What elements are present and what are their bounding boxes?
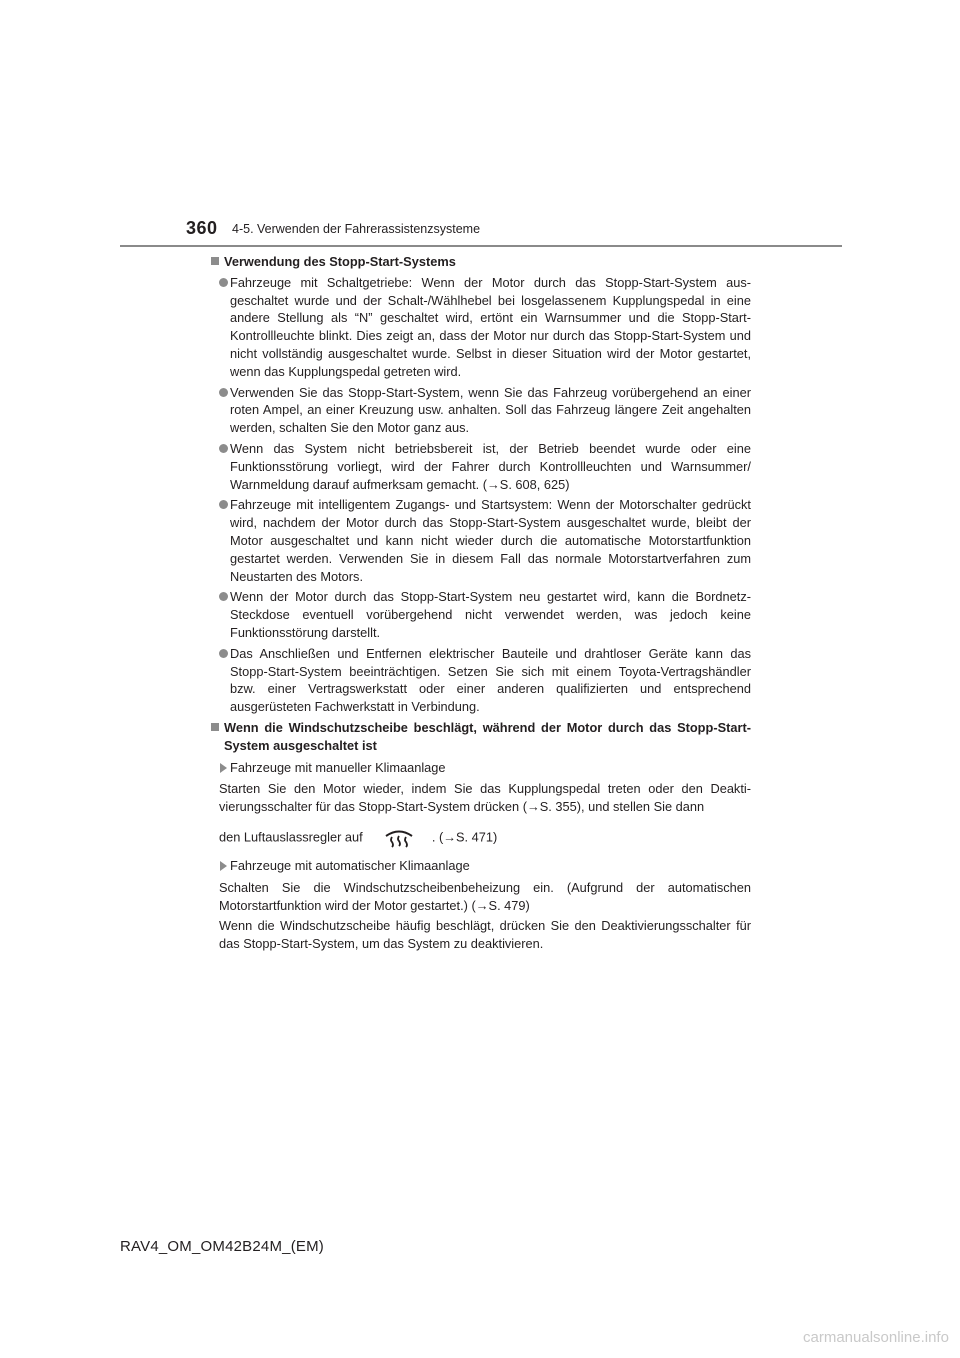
section-heading-windshield-fog: [211, 719, 751, 755]
bullet-item: [211, 645, 751, 716]
bullet-text: Verwenden Sie das Stopp-Start-System, wenn Sie das Fahrzeug vorübergehend an einer roten Ampel, an einer Kreuzung usw. anhalten. Soll das Fahrzeug längere Zeit angehalten werden, schalten Sie den Motor ganz aus.: [230, 384, 751, 436]
triangle-right-icon: [220, 861, 227, 871]
bullet-item: [211, 588, 751, 641]
paragraph-manual-ac: Starten Sie den Motor wieder, indem Sie das Kupplungspedal treten oder den Deaktivierungsschalter für das Stopp-Start-System drücken (→S. 355), und stellen Sie dann: [219, 781, 751, 815]
circle-bullet-icon: [219, 278, 228, 287]
circle-bullet-icon: [219, 444, 228, 453]
paragraph-manual-ac-defrost: [211, 827, 751, 849]
bullet-item: [211, 274, 751, 381]
defrost-text-before: den Luftauslassregler auf: [219, 829, 363, 845]
chapter-title: 4-5. Verwenden der Fahrerassistenzsysteme: [232, 222, 481, 236]
square-bullet-icon: [211, 723, 219, 731]
section-heading-text: Wenn die Windschutzscheibe beschlägt, während der Motor durch das Stopp-Start-System ausgeschaltet ist: [224, 719, 751, 753]
page-number: 360: [186, 218, 218, 238]
sub-heading-auto-ac: [211, 857, 751, 875]
section-heading-text: Verwendung des Stopp-Start-Systems: [224, 254, 456, 269]
bullet-item: [211, 384, 751, 437]
windshield-defroster-icon: [384, 827, 414, 849]
bullet-text: Wenn das System nicht betriebsbereit ist, der Betrieb beendet wurde oder eine Funktionsstörung vorliegt, wird der Fahrer durch Kontrollleuchten und Warnsummer/ Warnmeldung darauf aufmerksam gemacht. (→S. 608, 625): [230, 440, 751, 492]
document-code: RAV4_OM_OM42B24M_(EM): [120, 1238, 324, 1255]
bullet-item: [211, 440, 751, 493]
bullet-text: Fahrzeuge mit intelligentem Zugangs- und Startsystem: Wenn der Motorschalter gedrückt wird, nachdem der Motor durch das Stopp-Start-System ausgeschaltet wurde, bleibt der Motor ausgeschaltet und kann nicht wieder durch die automatische Motorstartfunktion gestartet werden. Verwenden Sie in diesem Fall das normale Motorstartverfahren zum Neustarten des Motors.: [230, 497, 751, 584]
paragraph-auto-ac-2: Wenn die Windschutzscheibe häufig beschlägt, drücken Sie den Deaktivierungsschalter für das Stopp-Start-System, um das System zu deaktivieren.: [219, 918, 751, 952]
sub-heading-manual-ac: [211, 759, 751, 777]
bullet-text: Das Anschließen und Entfernen elektrischer Bauteile und drahtloser Geräte kann das Stopp-Start-System beeinträchtigen. Setzen Sie sich mit einem Toyota-Vertragshändler bzw. einer Vertragswerkstatt oder einer anderen qualifizierten und entsprechend ausgerüsteten Fachwerkstatt in Verbindung.: [230, 645, 751, 715]
bullet-text: Fahrzeuge mit Schaltgetriebe: Wenn der Motor durch das Stopp-Start-System ausgeschaltet wurde und der Schalt-/Wählhebel bei losgelassenem Kupplungspedal in eine andere Stellung als “N” geschaltet wird, ertönt ein Warnsummer und die Stopp-Start-Kontrollleuchte blinkt. Dies zeigt an, dass der Motor nur durch das Stopp-Start-System und nicht vollständig ausgeschaltet wurde. Selbst in dieser Situation wird der Motor gestartet, wenn das Kupplungspedal getreten wird.: [230, 274, 751, 379]
sub-heading-text: Fahrzeuge mit automatischer Klimaanlage: [230, 857, 470, 873]
sub-heading-text: Fahrzeuge mit manueller Klimaanlage: [230, 759, 446, 775]
watermark: carmanualsonline.info: [803, 1329, 949, 1346]
circle-bullet-icon: [219, 649, 228, 658]
circle-bullet-icon: [219, 388, 228, 397]
page-content: [211, 253, 751, 956]
triangle-right-icon: [220, 763, 227, 773]
paragraph-auto-ac: Schalten Sie die Windschutzscheibenbeheizung ein. (Aufgrund der automatischen Motorstartfunktion wird der Motor gestartet.) (→S. 479): [219, 879, 751, 913]
defrost-text-after: . (→S. 471): [431, 829, 498, 845]
circle-bullet-icon: [219, 500, 228, 509]
header-divider: [120, 245, 842, 247]
square-bullet-icon: [211, 257, 219, 265]
circle-bullet-icon: [219, 592, 228, 601]
bullet-item: [211, 496, 751, 585]
bullet-text: Wenn der Motor durch das Stopp-Start-System neu gestartet wird, kann die Bordnetz-Steckdose eventuell vorübergehend nicht verwendet werden, was jedoch keine Funktionsstörung darstellt.: [230, 589, 751, 640]
section-heading-stopp-start: [211, 253, 751, 271]
